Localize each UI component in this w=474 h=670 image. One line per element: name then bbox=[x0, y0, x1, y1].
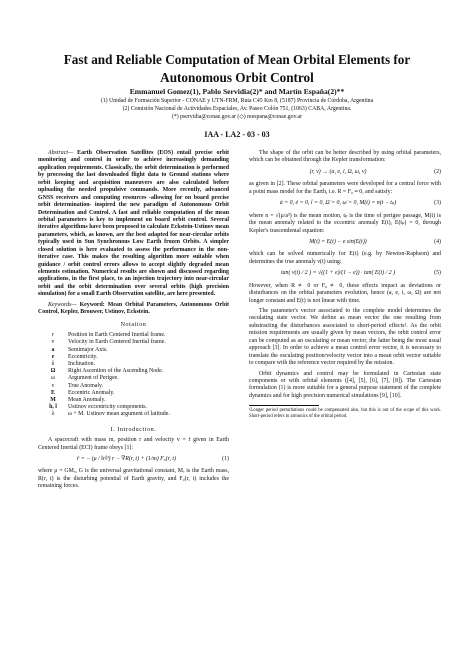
notation-row bbox=[38, 397, 229, 404]
equation-4-body: M(t) = E(t) − e sin(E(t)) bbox=[309, 238, 367, 245]
keywords-text: Keyword: Mean Orbital Parameters, Autonomous Orbit Control, Kepler, Brouwer, Ustinov, Eckstein. bbox=[38, 301, 229, 316]
body-paragraph-6: The parameter's vector associated to the complete model determines the osculating state vector. We define as mean vector the one resulting from substracting the disturbances associated to short-period effects¹. As the orbit mission requirements are usually given by mean vectors, the orbit control error can be computed as an osculating or mean vector, the latter being the most usual approach [3]. In order to achieve a mean control error vector, it is necessary to translate the osculating position/velocity vector into a mean orbit vector suitable to compare with the reference vector required by the mission. bbox=[249, 308, 441, 367]
section-heading-introduction: I. Introduction. bbox=[110, 426, 157, 433]
affiliation-1: (1) Unidad de Formación Superior - CONAE y UTN-FRM, Ruta C45 Km 8, (5187) Provincia de Córdoba, Argentina bbox=[100, 98, 374, 104]
notation-row bbox=[38, 354, 229, 361]
notation-desc: Inclination. bbox=[68, 360, 95, 367]
affiliation-2: (2) Comisión Nacional de Actividades Espaciales, Av. Paseo Colón 751, (1063) CABA, Argentina. bbox=[122, 106, 352, 112]
body-paragraph-4: which can be solved numerically for E(t) (e.g. by Newton-Raphson) and determines the true anomaly ν(t) using: bbox=[249, 251, 441, 265]
notation-symbol: a bbox=[51, 346, 55, 353]
notation-desc: Argument of Perigee. bbox=[68, 375, 119, 382]
notation-row bbox=[38, 383, 229, 390]
notation-symbol: ν bbox=[51, 382, 55, 389]
keywords-label: Keywords— bbox=[48, 301, 77, 308]
abstract bbox=[38, 150, 229, 299]
notation-desc: ω + M. Ustinov mean argument of latitude. bbox=[68, 411, 170, 418]
keywords bbox=[38, 302, 229, 317]
body-paragraph-2: as given in [2]. These orbital parameters were developed for a central force with a point mass model for the Earth, i.e. R = F₀ ≡ 0, and satisfy: bbox=[249, 181, 441, 195]
notation-symbol: λ bbox=[51, 411, 55, 418]
notation-symbol: e bbox=[51, 353, 55, 360]
equation-1-number: (1) bbox=[222, 456, 229, 463]
notation-desc: Ustinov eccentricity components. bbox=[68, 404, 148, 411]
equation-3 bbox=[249, 200, 441, 207]
notation-desc: Velocity in Earth Centered Inertial frame. bbox=[68, 339, 166, 346]
notation-row bbox=[38, 411, 229, 418]
notation-desc: Right Ascention of the Ascending Node. bbox=[68, 368, 164, 375]
equation-5-number: (5) bbox=[434, 270, 441, 277]
notation-symbol: i bbox=[52, 360, 54, 367]
contact-emails: (*) pservidia@conae.gov.ar (◇) mespana@conae.gov.ar bbox=[171, 114, 303, 120]
equation-2 bbox=[249, 169, 441, 176]
body-paragraph-3: where n = √(μ/a³) is the mean motion, tₚ is the time of perigee passage, M(t) is the mean anomaly related to the eccentric anomaly E(t), E(tₚ) = 0, through Kepler's trascendental equation: bbox=[249, 212, 441, 234]
notation-row bbox=[38, 347, 229, 354]
notation-row bbox=[38, 368, 229, 375]
notation-desc: Position in Earth Centered Inertial frame. bbox=[68, 332, 166, 339]
notation-symbol: v bbox=[51, 339, 55, 346]
equation-3-body: ȧ = 0, ė = 0, i̇ = 0, Ω̇ = 0, ω̇ = 0, M(t) = n(t − tₚ) bbox=[279, 200, 397, 207]
author-list: Emmanuel Gomez(1), Pablo Servidia(2)* and Martín España(2)** bbox=[129, 87, 345, 96]
equation-5 bbox=[249, 270, 441, 277]
notation-symbol: h, l bbox=[49, 404, 57, 411]
intro-paragraph-1: A spacecraft with mass m, position r and velocity v = ṙ given in Earth Centered Inertial (ECI) frame obeys [1]: bbox=[38, 437, 229, 451]
paper-title-line-1: Fast and Reliable Computation of Mean Orbital Elements for bbox=[63, 52, 411, 67]
notation-symbol: ω bbox=[51, 375, 55, 382]
footnote-rule bbox=[249, 405, 319, 406]
equation-4 bbox=[249, 239, 441, 246]
equation-2-number: (2) bbox=[434, 168, 441, 175]
body-paragraph-5: However, when R ≢ 0 or F₀ ≢ 0, these effects impact as deviations or disturbances on the orbital parameters evolution, hence (a, e, i, ω, Ω) are not longer constant and E(t) is not linear with time. bbox=[249, 282, 441, 304]
notation-row bbox=[38, 390, 229, 397]
notation-symbol: r bbox=[52, 332, 54, 339]
body-paragraph-7: Orbit dynamics and control may be formulated in Cartesian state components or with orbital elements ([4], [5], [6], [7], [8]). The Cartesian formulation (1) is more suitable for a general purpose statement of the complete dynamics and for high precision numerical simulations [9], [10]. bbox=[249, 370, 441, 399]
equation-2-body: (r, v) → (a, e, i, Ω, ω, ν) bbox=[309, 168, 367, 175]
equation-1 bbox=[38, 456, 229, 463]
notation-heading: Notation bbox=[120, 321, 147, 328]
notation-desc: Eccentricity. bbox=[68, 353, 98, 360]
notation-symbol: E bbox=[51, 389, 55, 396]
equation-1-body: r̈ = − (μ / ‖r‖³) r − ∇R(r, t) + (1/m) F₀(r, t) bbox=[77, 456, 176, 463]
footnote: ¹Longer period perturbations could be compensated also, but this is out of the scope of this work. Short-period refers to armonics of the orbital period. bbox=[249, 408, 441, 420]
abstract-text: Earth Observation Satellites (EOS) entail precise orbit monitoring and control in order to achieve increasingly demanding application requirements. Classically, the orbit determination is performed by processing the last downloaded flight data to Ground stations where orbit keeping and acquisition maneuvers are also calculated before uploading the needed propulsive commands. More recently, advanced GNSS receivers and computing resources -allowing for on board precise orbit determination- inspired the new paradigm of Autonomous Orbit Determination and Control. A fast and reliable computation of the mean orbital parameters is key to implement on board orbit control. Several iterative algorithms have been proposed to calculate Eckstein-Ustinov mean parameters, which, as known, are the best adapted for near-circular orbits typically used in Sun Synchronous Low Earth frozen Orbits. A simpler closed solution is here evaluated to assess the performance in the non-iterative case. This makes the resulting algorithm more suitable when guidance / orbit control errors allows to accept slightly degraded mean elements estimation. Numerical results are shown and discussed regarding applications, in the first place, to an injection trajectory into near-circular orbit and the orbit determination over several orbits (high precision simulation) for a small Earth Observation satellite, are here presented. bbox=[38, 150, 229, 298]
body-paragraph-1: The shape of the orbit can be better described by using orbital parameters, which can be obtained through the Kepler transformation: bbox=[249, 150, 441, 164]
notation-symbol: M bbox=[50, 397, 56, 403]
notation-desc: True Anomaly. bbox=[68, 382, 104, 389]
abstract-label: Abstract— bbox=[48, 150, 74, 156]
left-column bbox=[38, 150, 229, 494]
equation-4-number: (4) bbox=[434, 238, 441, 245]
notation-desc: Semimajor Axis. bbox=[68, 346, 108, 353]
equation-3-number: (3) bbox=[434, 200, 441, 207]
right-column bbox=[249, 150, 441, 423]
equation-5-body: tan( ν(t) / 2 ) = √((1 + e)/(1 − e)) · tan( E(t) / 2 ) bbox=[280, 270, 396, 277]
notation-desc: Eccentric Anomaly. bbox=[68, 389, 115, 396]
notation-row bbox=[38, 375, 229, 382]
notation-list bbox=[38, 332, 229, 418]
notation-desc: Mean Anomaly. bbox=[68, 397, 106, 403]
notation-row bbox=[38, 339, 229, 346]
intro-paragraph-2: where μ = GMₑ, G is the universal gravitational constant, Mₑ is the Earth mass, R(r, t) is the disturbing potential of Earth gravity, and F₀(r, t) includes the remaining forces. bbox=[38, 468, 229, 490]
notation-symbol: Ω bbox=[50, 368, 56, 375]
paper-title-line-2: Autonomous Orbit Control bbox=[160, 70, 314, 85]
conference-id: IAA - LA2 - 03 - 03 bbox=[204, 130, 270, 139]
